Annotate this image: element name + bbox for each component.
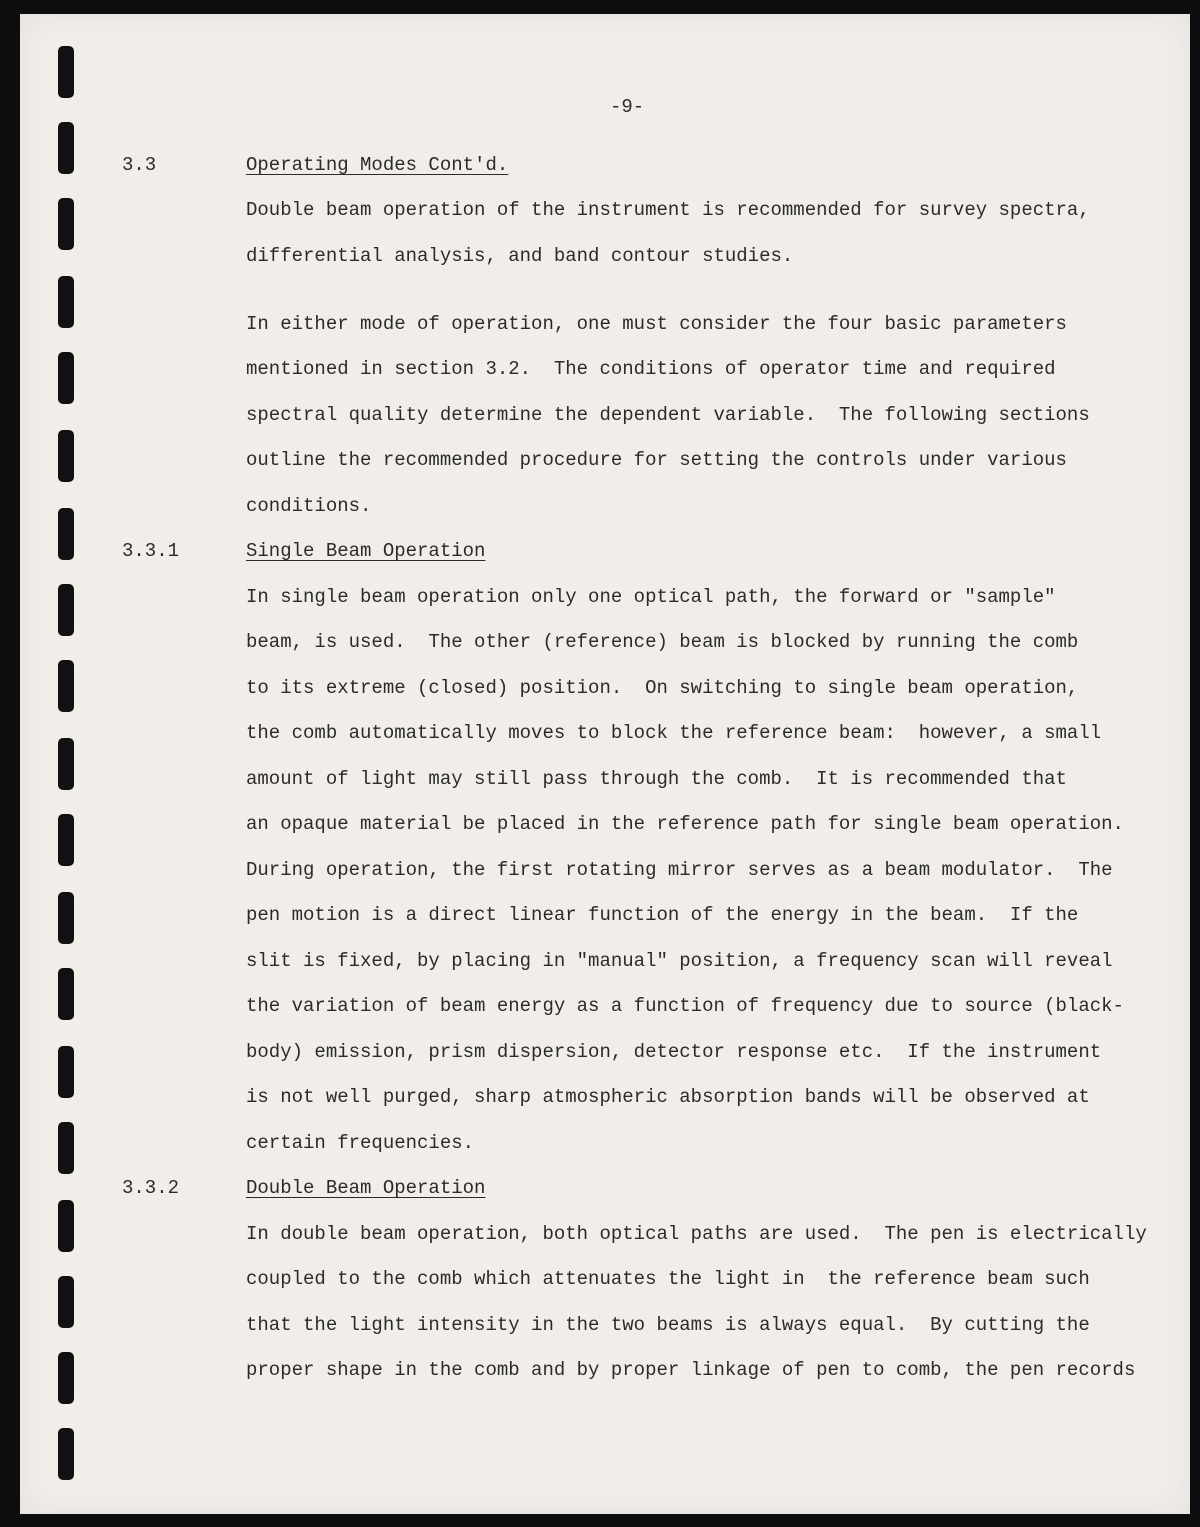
section-number: 3.3 [122,154,157,176]
paragraph-line: In double beam operation, both optical paths are used. The pen is electrically [246,1223,1147,1245]
binding-hole [58,584,74,636]
section-number: 3.3.2 [122,1177,180,1199]
paragraph-line: In single beam operation only one optical path, the forward or "sample" [246,586,1056,608]
binding-hole [58,738,74,790]
binding-hole [58,508,74,560]
paragraph-line: amount of light may still pass through the comb. It is recommended that [246,768,1067,790]
binding-hole [58,814,74,866]
binding-hole [58,660,74,712]
paragraph-line: pen motion is a direct linear function of the energy in the beam. If the [246,904,1079,926]
paragraph-line: the variation of beam energy as a function of frequency due to source (black- [246,995,1124,1017]
binding-hole [58,198,74,250]
paragraph-line: coupled to the comb which attenuates the light in the reference beam such [246,1268,1090,1290]
binding-hole [58,1428,74,1480]
binding-hole [58,46,74,98]
paragraph-line: Double beam operation of the instrument is recommended for survey spectra, [246,199,1090,221]
section-heading: Single Beam Operation [246,540,486,562]
paragraph-line: certain frequencies. [246,1132,475,1154]
binding-hole [58,430,74,482]
page-number: -9- [610,96,645,118]
paragraph-line: proper shape in the comb and by proper linkage of pen to comb, the pen records [246,1359,1136,1381]
paragraph-line: mentioned in section 3.2. The conditions of operator time and required [246,358,1056,380]
paragraph-line: outline the recommended procedure for setting the controls under various [246,449,1067,471]
binding-hole [58,122,74,174]
section-heading: Operating Modes Cont'd. [246,154,509,176]
paragraph-line: During operation, the first rotating mirror serves as a beam modulator. The [246,859,1113,881]
binding-hole [58,1200,74,1252]
paragraph-line: beam, is used. The other (reference) beam is blocked by running the comb [246,631,1079,653]
binding-hole [58,1046,74,1098]
paragraph-line: is not well purged, sharp atmospheric absorption bands will be observed at [246,1086,1090,1108]
binding-hole [58,968,74,1020]
paragraph-line: to its extreme (closed) position. On switching to single beam operation, [246,677,1079,699]
paragraph-line: In either mode of operation, one must consider the four basic parameters [246,313,1067,335]
paragraph-line: slit is fixed, by placing in "manual" position, a frequency scan will reveal [246,950,1113,972]
binding-hole [58,276,74,328]
paragraph-line: body) emission, prism dispersion, detector response etc. If the instrument [246,1041,1102,1063]
paragraph-line: spectral quality determine the dependent variable. The following sections [246,404,1090,426]
paragraph-line: that the light intensity in the two beams is always equal. By cutting the [246,1314,1090,1336]
paragraph-line: the comb automatically moves to block the reference beam: however, a small [246,722,1102,744]
binding-holes [58,14,88,1514]
section-heading: Double Beam Operation [246,1177,486,1199]
binding-hole [58,352,74,404]
document-page [20,14,1190,1514]
binding-hole [58,1122,74,1174]
binding-hole [58,1276,74,1328]
binding-hole [58,1352,74,1404]
paragraph-line: differential analysis, and band contour studies. [246,245,794,267]
section-number: 3.3.1 [122,540,180,562]
paragraph-line: an opaque material be placed in the reference path for single beam operation. [246,813,1124,835]
binding-hole [58,892,74,944]
paragraph-line: conditions. [246,495,372,517]
